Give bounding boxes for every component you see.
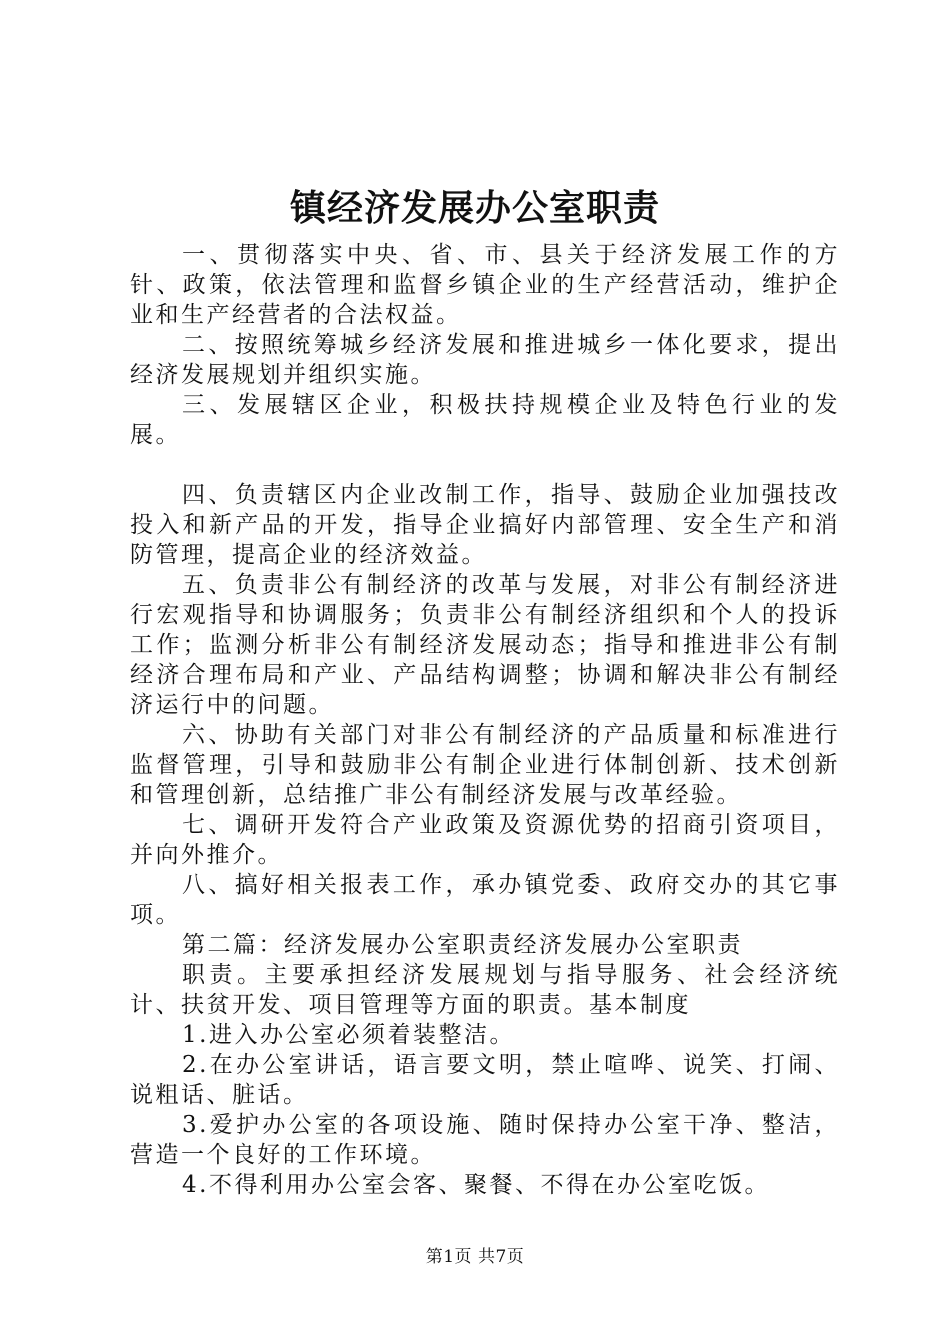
paragraph-7: 七、调研开发符合产业政策及资源优势的招商引资项目，并向外推介。 — [130, 812, 840, 868]
section-heading-part-two: 第二篇：经济发展办公室职责经济发展办公室职责 — [182, 932, 743, 958]
paragraph-5: 五、负责非公有制经济的改革与发展，对非公有制经济进行宏观指导和协调服务；负责非公有制经济组织和个人的投诉工作；监测分析非公有制经济发展动态；指导和推进非公有制经济合理布局和产业、产品结构调整；协调和解决非公有制经济运行中的问题。 — [130, 572, 840, 718]
rule-2: 2.在办公室讲话，语言要文明，禁止喧哗、说笑、打闹、说粗话、脏话。 — [130, 1052, 840, 1108]
paragraph-6: 六、协助有关部门对非公有制经济的产品质量和标准进行监督管理，引导和鼓励非公有制企业进行体制创新、技术创新和管理创新，总结推广非公有制经济发展与改革经验。 — [130, 722, 840, 808]
document-body — [130, 240, 840, 1200]
page-footer: 第1页 共7页 — [425, 1247, 525, 1267]
document-title: 镇经济发展办公室职责 — [289, 187, 660, 229]
paragraph-3: 三、发展辖区企业，积极扶持规模企业及特色行业的发展。 — [130, 392, 840, 448]
rule-3: 3.爱护办公室的各项设施、随时保持办公室干净、整洁，营造一个良好的工作环境。 — [130, 1112, 840, 1168]
rule-4: 4.不得利用办公室会客、聚餐、不得在办公室吃饭。 — [182, 1172, 770, 1198]
rule-1: 1.进入办公室必须着装整洁。 — [182, 1022, 515, 1048]
paragraph-1: 一、贯彻落实中央、省、市、县关于经济发展工作的方针、政策，依法管理和监督乡镇企业的生产经营活动，维护企业和生产经营者的合法权益。 — [130, 242, 840, 328]
paragraph-4: 四、负责辖区内企业改制工作，指导、鼓励企业加强技改投入和新产品的开发，指导企业搞好内部管理、安全生产和消防管理，提高企业的经济效益。 — [130, 482, 840, 568]
paragraph-2: 二、按照统筹城乡经济发展和推进城乡一体化要求，提出经济发展规划并组织实施。 — [130, 332, 840, 388]
paragraph-8: 八、搞好相关报表工作，承办镇党委、政府交办的其它事项。 — [130, 872, 840, 928]
paragraph-duties: 职责。主要承担经济发展规划与指导服务、社会经济统计、扶贫开发、项目管理等方面的职责。基本制度 — [130, 962, 840, 1018]
